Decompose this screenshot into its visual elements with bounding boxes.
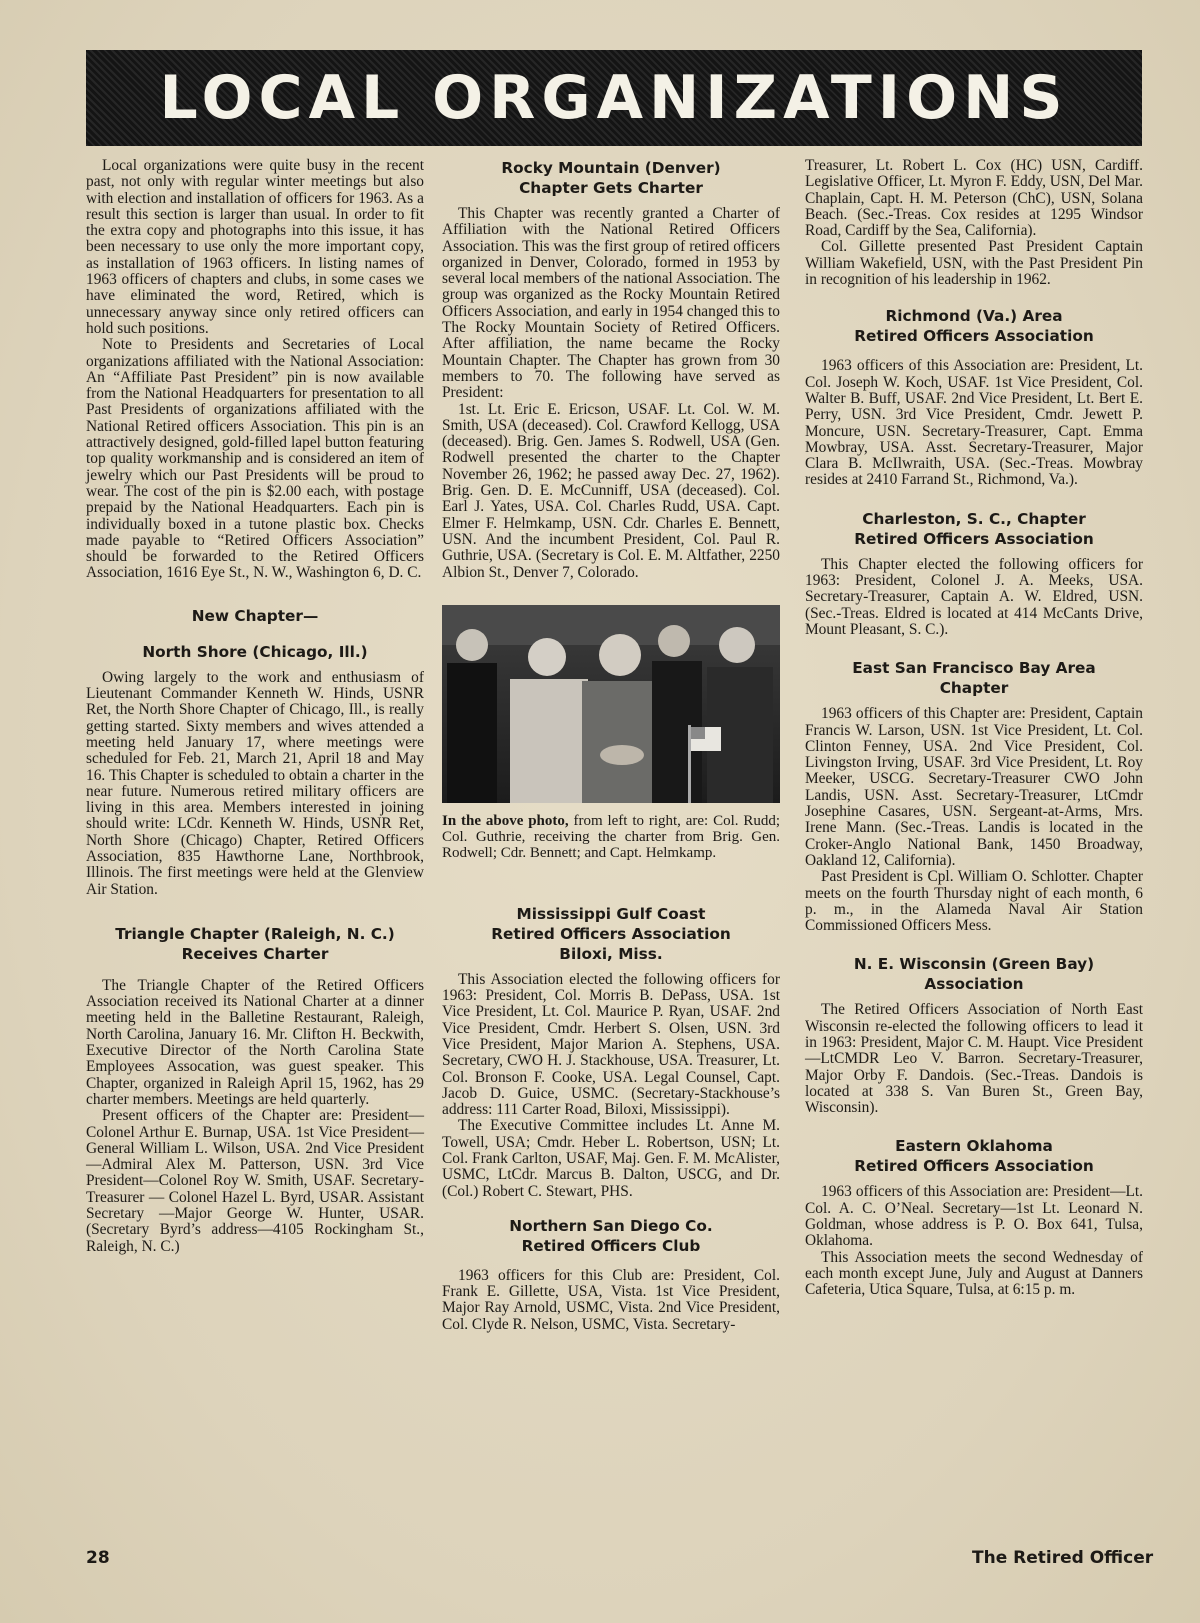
intro-paragraph-2: Note to Presidents and Secretaries of Local organizations affiliated with the National Association: An “Affiliate Past President” pin is now available from the National Headquarters for presentation to all Past Presidents of organizations affiliated with the National Retired officers Association. This pin is an attractively designed, gold-filled lapel button featuring top quality workmanship and is considered an item of jewelry which our Past Presidents will be proud to wear. The cost of the pin is $2.00 each, with postage prepaid by the National Headquarters. Each pin is individually boxed in a tutone plastic box. Checks made payable to “Retired Officers Association” should be forwarded to the Retired Officers Association, 1616 Eye St., N. W., Washington 6, D. C.: [86, 336, 424, 582]
triangle-chapter-heading: [86, 924, 424, 964]
northern-san-diego-continued: Treasurer, Lt. Robert L. Cox (HC) USN, Cardiff. Legislative Officer, Lt. Myron F. Eddy, USN, Del Mar. Chaplain, Capt. H. M. Peterson (ChC), USN, Solana Beach. (Sec.-Treas. Cox resides at 1295 Windsor Road, Cardiff by the Sea, California).: [805, 157, 1143, 240]
rocky-mountain-heading: [442, 158, 780, 198]
ne-wisconsin-heading: [805, 954, 1143, 994]
page-title: LOCAL ORGANIZATIONS: [159, 63, 1069, 133]
east-san-francisco-heading: [805, 658, 1143, 698]
east-san-francisco-paragraph-1: 1963 officers of this Chapter are: President, Captain Francis W. Larson, USN. 1st Vice President, Lt. Col. Clinton Fenney, USA. 2nd Vice President, Col. Livingston Irving, USAF. 3rd Vice President, Lt. Roy Meeker, USCG. Secretary-Treasurer CWO John Landis, USN. Asst. Secretary-Treasurer, LtCmdr Josephine Casares, USN. Sergeant-at-Arms, Mrs. Irene Mann. (Sec.-Treas. Landis is located in the Croker-Anglo National Bank, 1450 Broadway, Oakland 12, California).: [805, 705, 1143, 869]
intro-paragraph-1: Local organizations were quite busy in the recent past, not only with regular winter meetings but also with election and installation of officers for 1963. As a result this section is larger than usual. In order to fit the extra copy and photographs into this issue, it has been necessary to use only the more important copy, as installation of 1963 officers. In listing names of 1963 officers of chapters and clubs, in some cases we have eliminated the word, Retired, which is unnecessary anyway since only retired officers can hold such positions.: [86, 157, 424, 337]
triangle-paragraph-1: The Triangle Chapter of the Retired Officers Association received its National Charter at a dinner meeting held in the Balletine Restaurant, Raleigh, North Carolina, January 16. Mr. Clifton H. Beckwith, Executive Director of the North Carolina State Employees Assocation, was guest speaker. This Chapter, organized in Raleigh April 15, 1962, has 29 charter members. Meetings are held quarterly.: [86, 976, 424, 1108]
eok-heading-line-1: Eastern Oklahoma: [895, 1137, 1053, 1156]
miss-heading-line-2: Retired Officers Association: [491, 924, 731, 943]
eastern-oklahoma-heading: [805, 1136, 1143, 1176]
richmond-paragraph: 1963 officers of this Association are: President, Lt. Col. Joseph W. Koch, USAF. 1st Vice President, Col. Walter B. Buff, USAF. 2nd Vice President, Lt. Bert E. Perry, USN. 3rd Vice President, Cmdr. Jewett P. Moncure, USN. Secretary-Treasurer, Capt. Emma Mowbray, USA. Asst. Secretary-Treasurer, Major Clara B. McIlwraith, USA. (Sec.-Treas. Mowbray resides at 2410 Farrand St., Richmond, Va.).: [805, 357, 1143, 489]
northern-san-diego-heading: [442, 1216, 780, 1256]
eok-heading-line-2: Retired Officers Association: [854, 1157, 1094, 1176]
eastern-oklahoma-paragraph-2: This Association meets the second Wednesday of each month except June, July and August at Danners Cafeteria, Utica Square, Tulsa, at 6:15 p. m.: [805, 1248, 1143, 1299]
triangle-heading-line-2: Receives Charter: [181, 944, 329, 963]
mississippi-paragraph-2: The Executive Committee includes Lt. Anne M. Towell, USA; Cmdr. Heber L. Robertson, USN; Lt. Col. Frank Carlton, USAF, Maj. Gen. F. M. McAlister, USMC, LtCdr. Marcus B. Dalton, USCG, and Dr. (Col.) Robert C. Stewart, PHS.: [442, 1117, 780, 1200]
triangle-heading-line-1: Triangle Chapter (Raleigh, N. C.): [115, 924, 395, 943]
nsd-heading-line-2: Retired Officers Club: [521, 1236, 701, 1255]
section-banner: [86, 50, 1142, 146]
char-heading-line-1: Charleston, S. C., Chapter: [862, 509, 1086, 528]
publication-name: The Retired Officer: [972, 1548, 1154, 1568]
north-shore-article: Owing largely to the work and enthusiasm of Lieutenant Commander Kenneth W. Hinds, USNR Ret, the North Shore Chapter of Chicago, Ill., is really getting started. Sixty members and wives attended a meeting held January 17, where meetings were scheduled for Feb. 21, March 21, April 18 and May 16. This Chapter is scheduled to obtain a charter in the near future. Numerous retired military officers are living in this area. Members interested in joining should write: LCdr. Kenneth W. Hinds, USNR Ret, North Shore (Chicago) Chapter, Retired Officers Association, 835 Hawthorne Lane, Northbrook, Illinois. The first meetings were held at the Glenview Air Station.: [86, 668, 424, 898]
northern-san-diego-paragraph-2: Col. Gillette presented Past President Captain William Wakefield, USN, with the Past President Pin in recognition of his leadership in 1962.: [805, 238, 1143, 289]
miss-heading-line-3: Biloxi, Miss.: [559, 944, 663, 963]
nsd-heading-line-1: Northern San Diego Co.: [509, 1216, 713, 1235]
east-san-francisco-paragraph-2: Past President is Cpl. William O. Schlotter. Chapter meets on the fourth Thursday night of each month, 6 p. m., in the Alameda Naval Air Station Commissioned Officers Mess.: [805, 868, 1143, 935]
column-right: [805, 158, 1143, 1299]
northern-san-diego-paragraph-1: 1963 officers for this Club are: President, Col. Frank E. Gillette, USA, Vista. 1st Vice President, Major Ray Arnold, USMC, Vista. 2nd Vice President, Col. Clyde R. Nelson, USMC, Vista. Secretary-: [442, 1266, 780, 1333]
miss-heading-line-1: Mississippi Gulf Coast: [516, 904, 706, 923]
triangle-paragraph-2: Present officers of the Chapter are: President—Colonel Arthur E. Burnap, USA. 1st Vice President—General William L. Wilson, USA. 2nd Vice President—Admiral Alex M. Patterson, USN. 3rd Vice President—Colonel Roy W. Smith, USAF. Secretary-Treasurer — Colonel Hazel L. Byrd, USAR. Assistant Secretary —Major George W. Hunter, USAR. (Secretary Byrd’s address—4105 Rockingham St., Raleigh, N. C.): [86, 1107, 424, 1255]
caption-text: from left to right, are: Col. Rudd; Col. Guthrie, receiving the charter from Brig. Gen. Rodwell; Cdr. Bennett; and Capt. Helmkamp.: [442, 812, 781, 862]
ne-wisconsin-paragraph: The Retired Officers Association of North East Wisconsin re-elected the following officers to lead it in 1963: President, Major C. M. Haupt. Vice President—LtCMDR Leo V. Barron. Secretary-Treasurer, Major Orby F. Dandois. (Sec.-Treas. Dandois is located at 338 S. Van Buren St., Green Bay, Wisconsin).: [805, 1001, 1143, 1117]
rich-heading-line-2: Retired Officers Association: [854, 327, 1094, 346]
rocky-heading-line-1: Rocky Mountain (Denver): [501, 159, 721, 177]
richmond-heading: [805, 306, 1143, 346]
photo-caption: [442, 813, 780, 862]
mississippi-paragraph-1: This Association elected the following officers for 1963: President, Col. Morris B. DePass, USA. 1st Vice President, Lt. Col. Maurice P. Ryan, USAF. 2nd Vice President, Cmdr. Herbert S. Olsen, USN. 3rd Vice President, Major Marion A. Stephens, USA. Secretary, CWO H. J. Stackhouse, USA. Treasurer, Lt. Col. Bronson F. Cooke, USA. Legal Counsel, Capt. Jacob D. Guice, USMC. (Secretary-Stackhouse’s address: 111 Carter Road, Biloxi, Mississippi).: [442, 970, 780, 1119]
column-middle: [442, 158, 780, 1333]
esf-heading-line-1: East San Francisco Bay Area: [852, 659, 1096, 678]
north-shore-heading: North Shore (Chicago, Ill.): [142, 642, 368, 661]
rich-heading-line-1: Richmond (Va.) Area: [885, 307, 1063, 326]
nwis-heading-line-1: N. E. Wisconsin (Green Bay): [853, 955, 1095, 974]
column-left: [86, 158, 424, 1255]
rocky-heading-line-2: Chapter Gets Charter: [519, 179, 703, 197]
charleston-heading: [805, 509, 1143, 549]
new-chapter-heading: New Chapter—: [191, 606, 319, 625]
charter-presentation-photo: [442, 605, 780, 803]
page-number: 28: [86, 1548, 110, 1568]
nwis-heading-line-2: Association: [924, 975, 1024, 994]
rocky-paragraph-1: This Chapter was recently granted a Charter of Affiliation with the National Retired Officers Association. This was the first group of retired officers organized in Denver, Colorado, formed in 1953 by several local members of the national Association. The group was organized as the Rocky Mountain Retired Officers Association, and early in 1954 changed this to The Rocky Mountain Society of Retired Officers. After affiliation, the name became the Rocky Mountain Chapter. The Chapter has grown from 30 members to 70. The following have served as President:: [442, 205, 780, 402]
mississippi-heading: [442, 904, 780, 964]
eastern-oklahoma-paragraph-1: 1963 officers of this Association are: President—Lt. Col. A. C. O’Neal. Secretary—1st Lt. Leonard N. Goldman, whose address is P. O. Box 641, Tulsa, Oklahoma.: [805, 1183, 1143, 1250]
char-heading-line-2: Retired Officers Association: [854, 529, 1094, 548]
rocky-paragraph-2: 1st. Lt. Eric E. Ericson, USAF. Lt. Col. W. M. Smith, USA (deceased). Col. Crawford Kellogg, USA (deceased). Brig. Gen. James S. Rodwell, USA (Gen. Rodwell presented the charter to the Chapter November 26, 1962; he passed away Dec. 27, 1962). Brig. Gen. D. E. McCunniff, USA (deceased). Col. Earl J. Yates, USA. Col. Charles Rudd, USA. Capt. Elmer F. Helmkamp, USN. Cdr. Charles E. Bennett, USN. And the incumbent President, Col. Paul R. Guthrie, USA. (Secretary is Col. E. M. Altfather, 2250 Albion St., Denver 7, Colorado.: [442, 400, 780, 581]
caption-lead: In the above photo,: [442, 812, 569, 829]
charleston-paragraph: This Chapter elected the following officers for 1963: President, Colonel J. A. Meeks, USA. Secretary-Treasurer, Captain A. W. Eldred, USN. (Sec.-Treas. Eldred is located at 414 McCants Drive, Mount Pleasant, S. C.).: [805, 555, 1143, 638]
esf-heading-line-2: Chapter: [939, 679, 1009, 698]
